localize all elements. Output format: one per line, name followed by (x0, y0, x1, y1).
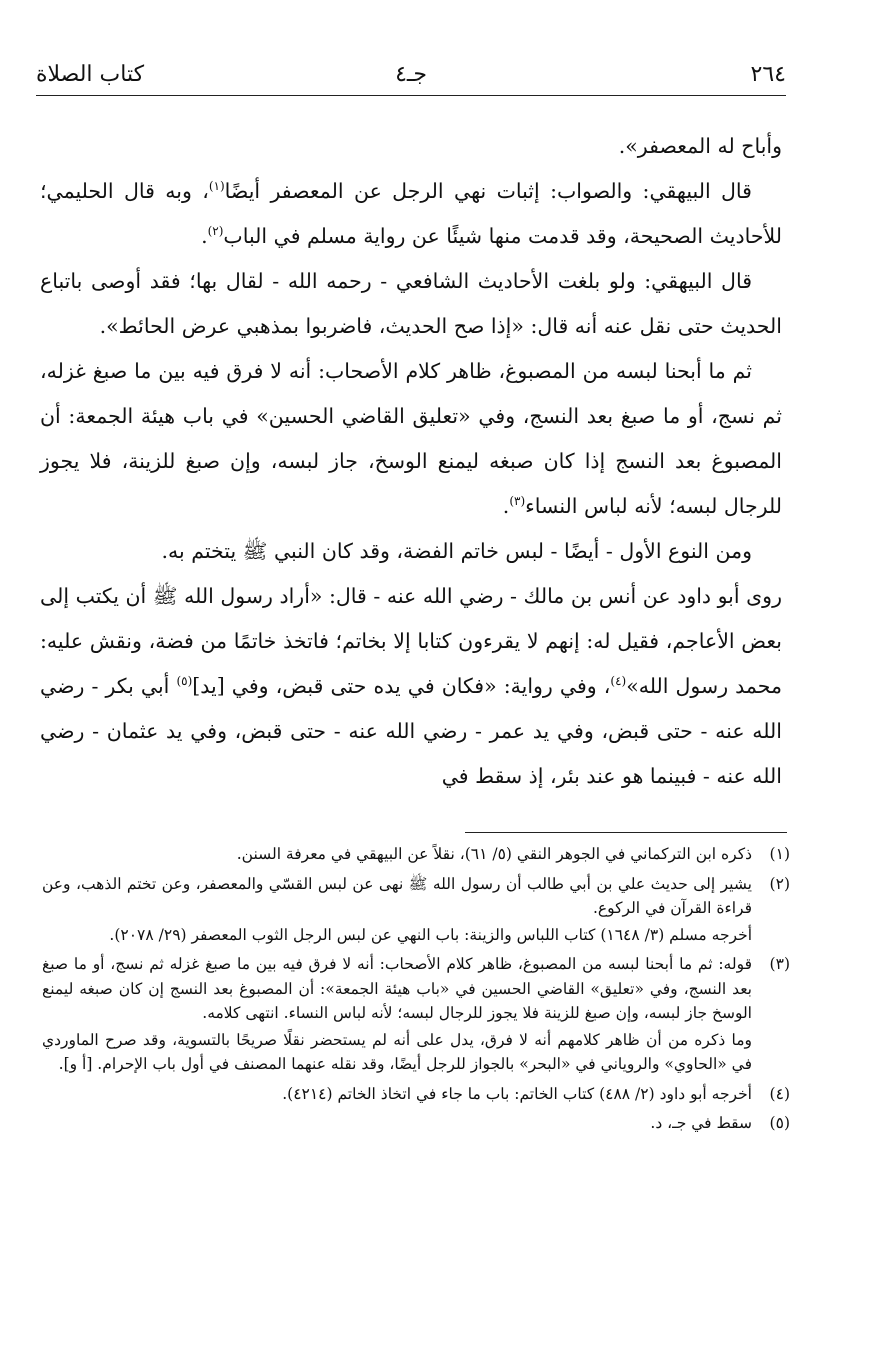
footnote-text: قوله: ثم ما أبحنا لبسه من المصبوغ، ظاهر كلام الأصحاب: أنه لا فرق فيه بين ما صبغ غزله ثم نسج، أو ما صبغ بعد النسج، وفي «تعليق» القاضي الحسين في «باب هيئة الجمعة»: أن المصبوغ بعد النسج إن كان صبغه ليمنع الوسخ جاز لبسه، وإن صبغ للزينة فلا يجوز للرجال لبسه؛ لأنه لباس النساء. انتهى كلامه. (42, 955, 752, 1022)
paragraph-4-text-a: ثم ما أبحنا لبسه من المصبوغ، ظاهر كلام الأصحاب: أنه لا فرق فيه بين ما صبغ غزله، ثم نسج، أو ما صبغ بعد النسج، وفي «تعليق القاضي الحسين» في باب هيئة الجمعة: أن المصبوغ بعد النسج إذا كان صبغه ليمنع الوسخ، جاز لبسه، وإن صبغ للزينة، فلا يجوز للرجال لبسه؛ لأنه لباس النساء (40, 359, 782, 518)
footnote-2 (42, 872, 790, 948)
paragraph-2-text-c: . (201, 224, 208, 248)
footnote-number: (١) (769, 845, 790, 863)
paragraph-6-text-a: روى أبو داود عن أنس بن مالك - رضي الله عنه - قال: «أراد رسول الله ﷺ أن يكتب إلى بعض الأعاجم، فقيل له: إنهم لا يقرءون كتابا إلا بخاتم؛ فاتخذ خاتمًا من فضة، ونقش عليه: محمد رسول الله» (40, 584, 782, 698)
paragraph-1 (40, 124, 782, 169)
header-divider (36, 95, 786, 96)
paragraph-6-text-b: ، وفي رواية: «فكان في يده حتى قبض، وفي [يد] (192, 674, 611, 698)
footnote-extra: وما ذكره من أن ظاهر كلامهم أنه لا فرق، يدل على أنه لم يستحضر نقلًا صريحًا بالتسوية، وقد صرح الماوردي في «الحاوي» والروياني في «البحر» بالجواز للرجل أيضًا، وقد نقله عنهما المصنف في أول باب الإحرام. [أ و]. (42, 1030, 752, 1073)
paragraph-4-text-b: . (502, 494, 510, 518)
book-title: كتاب الصلاة (36, 62, 145, 87)
footnote-number: (٢) (769, 874, 790, 893)
footnote-5 (42, 1111, 790, 1136)
paragraph-5 (40, 529, 782, 574)
footnote-ref-5[interactable]: (٥) (176, 674, 193, 689)
main-text (40, 124, 782, 799)
paragraph-3 (40, 259, 782, 349)
footnote-text: ذكره ابن التركماني في الجوهر النقي (٥/ ٦١)، نقلاً عن البيهقي في معرفة السنن. (236, 845, 752, 863)
footnote-1 (42, 842, 790, 867)
footnote-text: يشير إلى حديث علي بن أبي طالب أن رسول الله ﷺ نهى عن لبس القسّي والمعصفر، وعن تختم الذهب، وعن قراءة القرآن في الركوع. (42, 874, 752, 917)
page-header (36, 60, 786, 94)
footnote-ref-4[interactable]: (٤) (610, 674, 627, 689)
footnote-ref-1[interactable]: (١) (208, 179, 225, 194)
volume-label: جـ٤ (395, 62, 427, 87)
paragraph-6 (40, 574, 782, 799)
footnote-text: أخرجه أبو داود (٢/ ٤٨٨) كتاب الخاتم: باب ما جاء في اتخاذ الخاتم (٤٢١٤). (282, 1084, 752, 1103)
paragraph-2-text-a: قال البيهقي: والصواب: إثبات نهي الرجل عن المعصفر أيضًا (224, 179, 752, 203)
paragraph-5-text: ومن النوع الأول - أيضًا - لبس خاتم الفضة، وقد كان النبي ﷺ يتختم به. (161, 539, 752, 563)
paragraph-6-text-c: أبي بكر - رضي الله عنه - حتى قبض، وفي يد عمر - رضي الله عنه - حتى قبض، وفي يد عثمان - رضي الله عنه - فبينما هو عند بئر، إذ سقط في (40, 674, 782, 788)
paragraph-3-text: قال البيهقي: ولو بلغت الأحاديث الشافعي - رحمه الله - لقال بها؛ فقد أوصى باتباع الحديث حتى نقل عنه أنه قال: «إذا صح الحديث، فاضربوا بمذهبي عرض الحائط». (40, 269, 782, 338)
footnote-number: (٤) (769, 1084, 790, 1103)
footnote-extra: أخرجه مسلم (٣/ ١٦٤٨) كتاب اللباس والزينة: باب النهي عن لبس الرجل الثوب المعصفر (٢٩/ ٢٠٧٨). (109, 925, 752, 944)
footnote-4 (42, 1082, 790, 1107)
footnote-3 (42, 952, 790, 1077)
paragraph-1-text: وأباح له المعصفر». (618, 134, 782, 158)
paragraph-2-text-b: ، وبه قال الحليمي؛ للأحاديث الصحيحة، وقد قدمت منها شيئًا عن رواية مسلم في الباب (40, 179, 782, 248)
footnote-number: (٥) (769, 1114, 790, 1132)
paragraph-2 (40, 169, 782, 259)
footnote-divider (465, 832, 787, 833)
footnote-text: سقط في جـ، د. (650, 1114, 752, 1132)
footnote-number: (٣) (769, 955, 790, 973)
footnote-ref-3[interactable]: (٣) (509, 494, 526, 509)
page-number: ٢٦٤ (750, 62, 786, 87)
paragraph-4 (40, 349, 782, 529)
footnote-ref-2[interactable]: (٢) (207, 224, 224, 239)
footnotes (42, 842, 790, 1141)
